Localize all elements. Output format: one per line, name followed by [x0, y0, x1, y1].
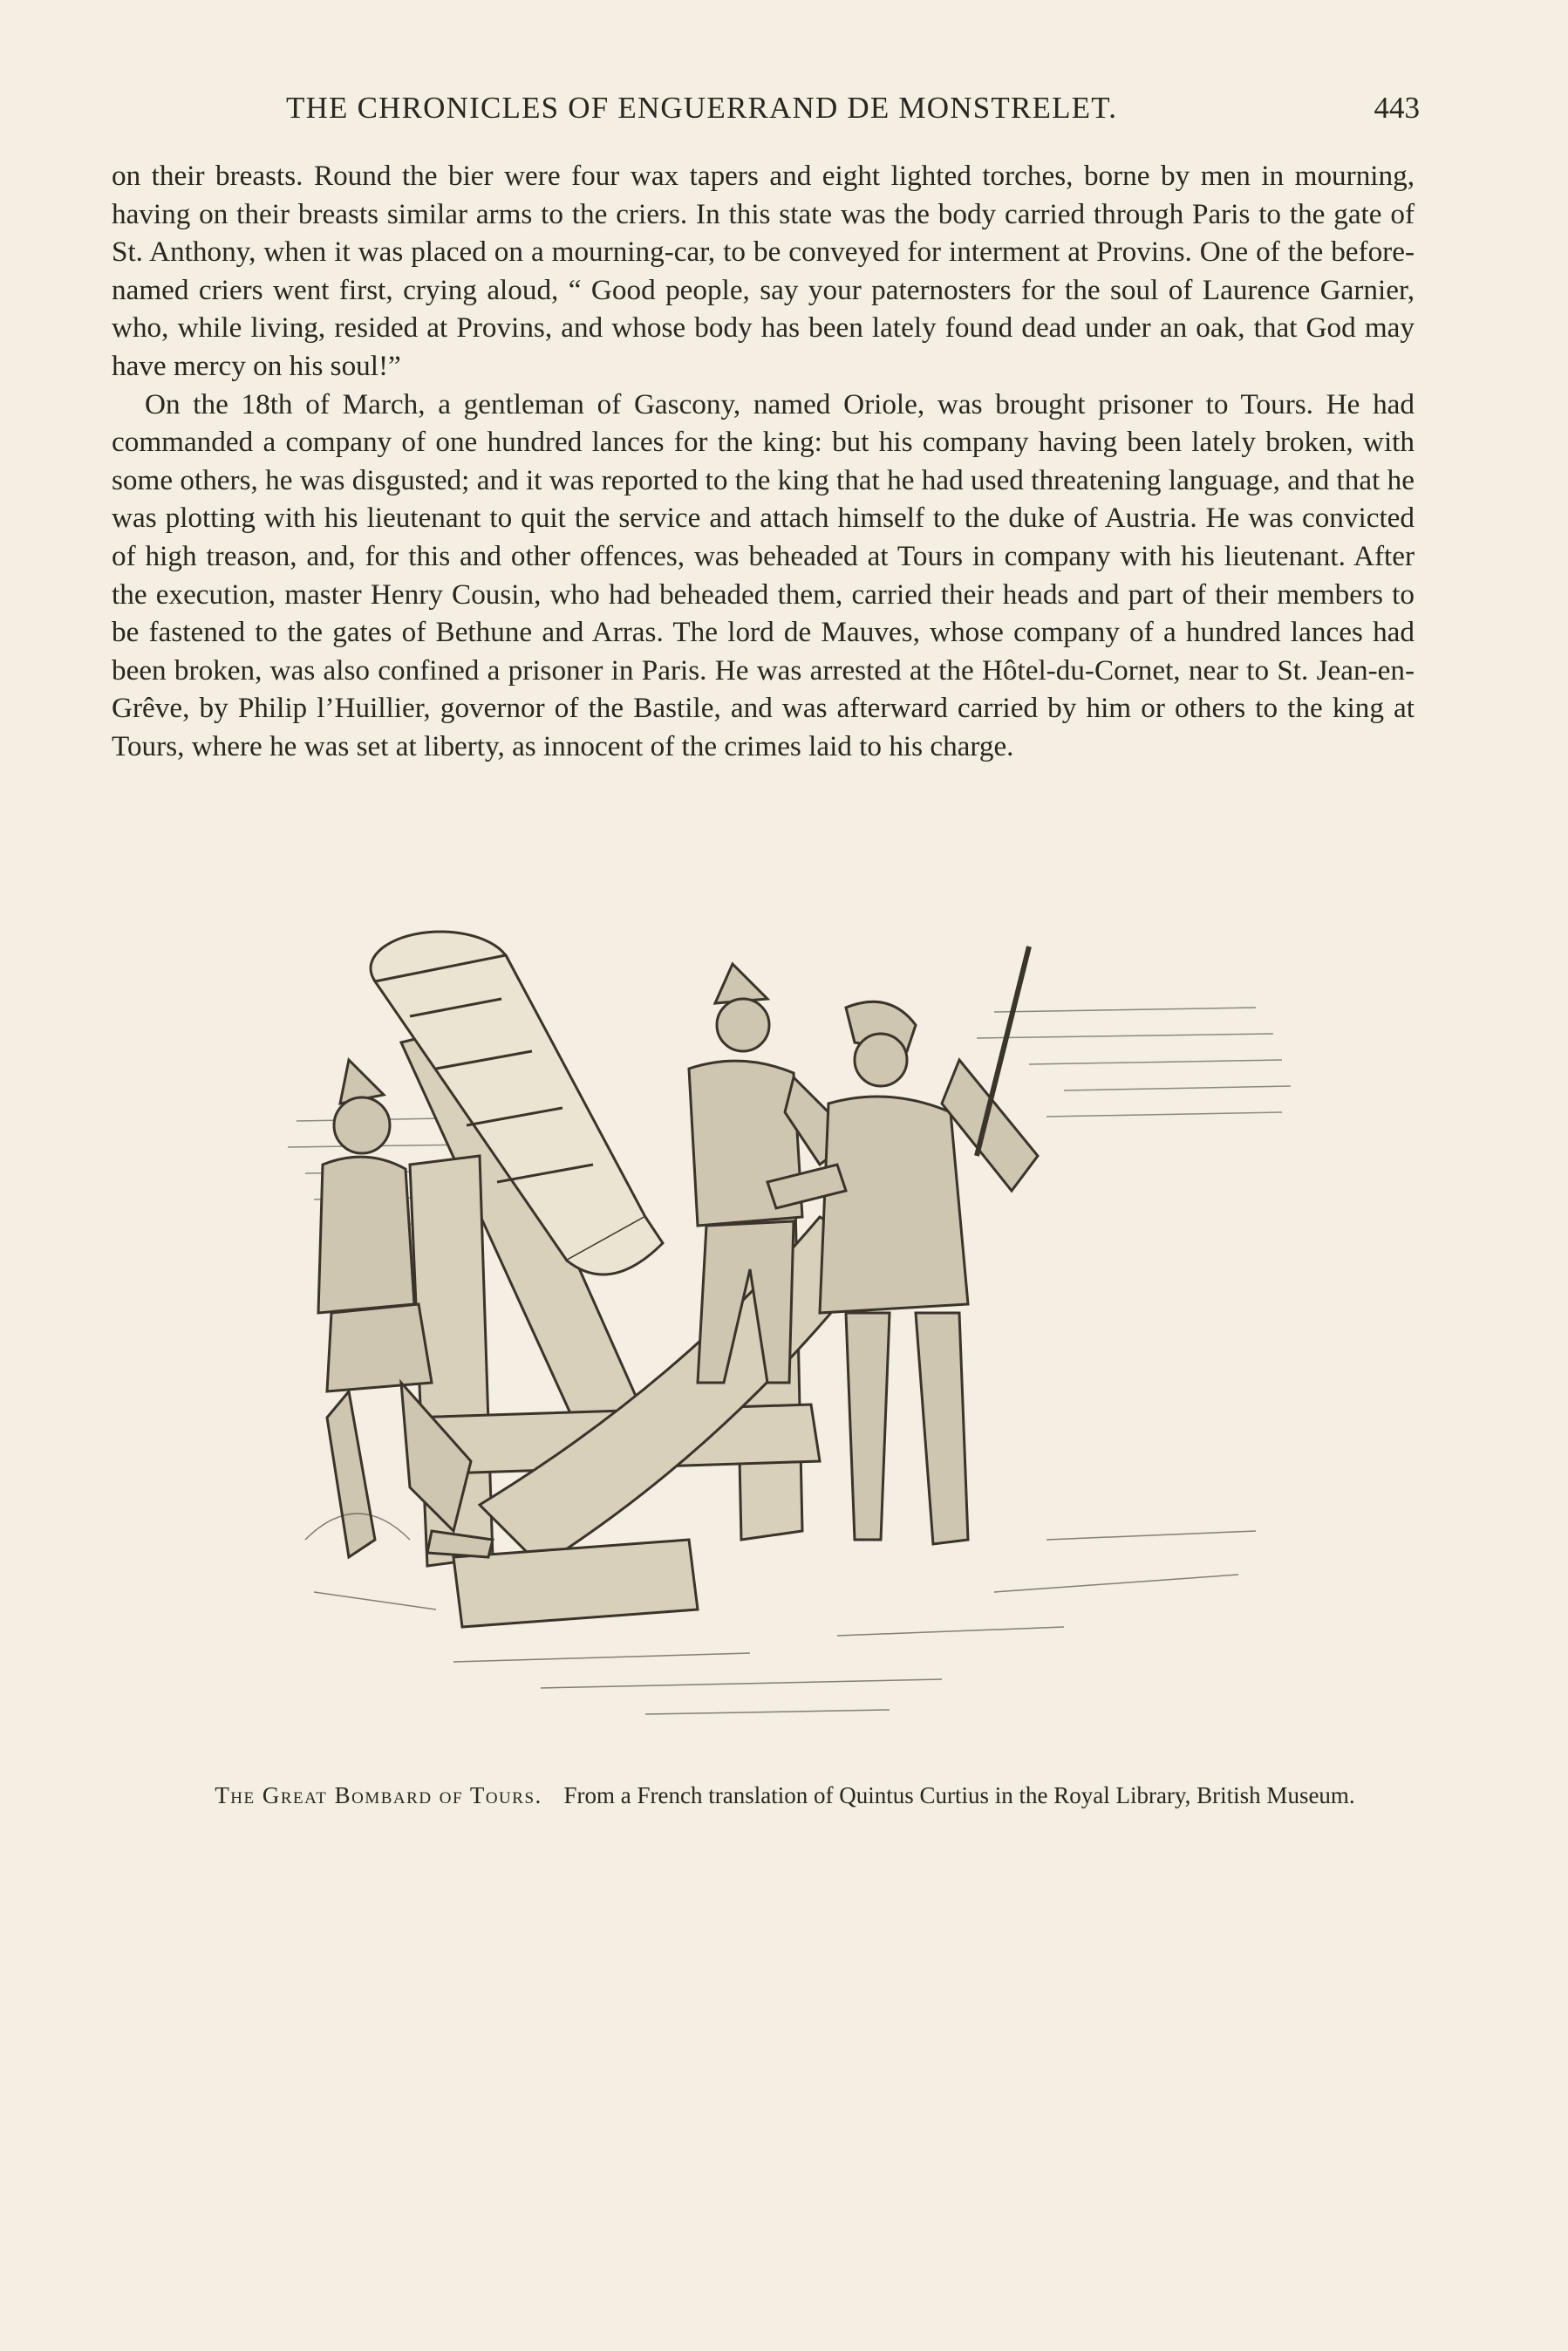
running-title: THE CHRONICLES OF ENGUERRAND DE MONSTRELET. — [286, 91, 1118, 125]
paragraph-2: On the 18th of March, a gentleman of Gascony, named Oriole, was brought prisoner to Tours. He had commanded a company of one hundred lances for the king: but his company having been lately broken, with some others, he was disgusted; and it was reported to the king that he had used threatening language, and that he was plotting with his lieutenant to quit the service and attach himself to the duke of Austria. He was convicted of high treason, and, for this and other offences, was beheaded at Tours in company with his lieutenant. After the execution, master Henry Cousin, who had beheaded them, carried their heads and part of their members to be fastened to the gates of Bethune and Arras. The lord de Mauves, whose company of a hundred lances had been broken, was also confined a prisoner in Paris. He was arrested at the Hôtel-du-Cornet, near to St. Jean-en-Grêve, by Philip l’Huillier, governor of the Bastile, and was afterward carried by him or others to the king at Tours, where he was set at liberty, as innocent of the crimes laid to his charge. — [112, 387, 1415, 762]
engraving-drawing — [279, 929, 1308, 1740]
body-text — [112, 157, 1415, 766]
running-head — [112, 91, 1420, 129]
bombard-engraving — [279, 929, 1308, 1740]
paragraph-1: on their breasts. Round the bier were four wax tapers and eight lighted torches, borne by men in mourning, having on their breasts similar arms to the criers. In this state was the body carried through Paris to the gate of St. Anthony, when it was placed on a mourning-car, to be conveyed for interment at Provins. One of the before-named criers went first, crying aloud, “ Good people, say your paternosters for the soul of Laurence Garnier, who, while living, resided at Provins, and whose body has been lately found dead under an oak, that God may have mercy on his soul!” — [112, 160, 1415, 382]
figure-caption — [131, 1780, 1439, 1811]
page-number: 443 — [1374, 91, 1420, 125]
caption-source: From a French translation of Quintus Curtius in the Royal Library, British Museum. — [563, 1782, 1355, 1808]
caption-title: The Great Bombard of Tours. — [215, 1782, 542, 1808]
